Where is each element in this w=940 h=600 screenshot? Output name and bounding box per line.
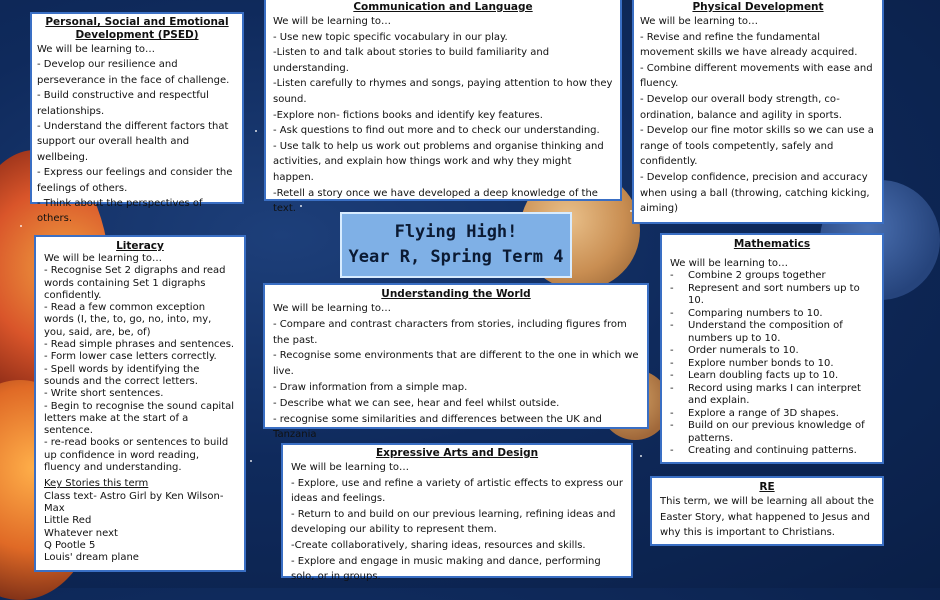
world-item: - Draw information from a simple map. — [273, 381, 468, 393]
communication-item: - Ask questions to find out more and to check our understanding. — [273, 125, 600, 137]
communication-item: -Listen carefully to rhymes and songs, paying attention to how they sound. — [273, 78, 613, 105]
literacy-intro: We will be learning to… — [44, 253, 163, 264]
key-story-item: Louis' dream plane — [44, 552, 139, 564]
communication-item: -Retell a story once we have developed a deep knowledge of the text. — [273, 187, 598, 215]
arts-panel — [281, 443, 633, 583]
key-story-item: Whatever next — [44, 527, 118, 539]
literacy-panel — [34, 235, 246, 572]
maths-item: - Learn doubling facts up to 10. — [670, 370, 874, 383]
maths-item: - Explore a range of 3D shapes. — [670, 408, 874, 421]
maths-item: - Creating and continuing patterns. — [670, 445, 874, 458]
maths-item: - Understand the composition of numbers up to 10. — [670, 320, 874, 345]
physical-item: - Develop our overall body strength, co-ordination, balance and agility in sports. — [640, 93, 842, 121]
psed-item: - Build constructive and respectful relationships. — [37, 90, 209, 117]
physical-item: - Develop confidence, precision and accuracy when using a ball (throwing, catching kicking, aiming) — [640, 171, 870, 215]
key-story-item: Little Red — [44, 515, 92, 527]
re-text: This term, we will be learning all about the Easter Story, what happened to Jesus and why this is important to Christians. — [660, 496, 874, 538]
physical-intro: We will be learning to… — [640, 16, 759, 27]
psed-panel — [30, 12, 244, 225]
arts-item: - Explore, use and refine a variety of artistic effects to express our ideas and feelings. — [291, 477, 623, 505]
maths-intro: We will be learning to… — [670, 258, 789, 269]
maths-item: - Comparing numbers to 10. — [670, 308, 874, 321]
re-panel — [650, 476, 884, 546]
physical-heading: Physical Development — [692, 1, 824, 13]
key-story-item: Q Pootle 5 — [44, 539, 96, 551]
title-banner — [340, 212, 572, 278]
world-heading: Understanding the World — [381, 288, 531, 300]
arts-item: - Return to and build on our previous learning, refining ideas and developing our ability to represent them. — [291, 508, 616, 536]
re-heading: RE — [759, 481, 775, 493]
psed-intro: We will be learning to… — [37, 44, 156, 55]
arts-item: -Create collaboratively, sharing ideas, resources and skills. — [291, 539, 586, 551]
communication-item: -Explore non- fictions books and identify key features. — [273, 109, 543, 121]
literacy-item: - Form lower case letters correctly. — [44, 351, 217, 363]
world-item: - recognise some similarities and differences between the UK and Tanzania — [273, 413, 602, 441]
world-intro: We will be learning to… — [273, 303, 392, 314]
title-line-2: Year R, Spring Term 4 — [348, 247, 564, 267]
literacy-item: - Write short sentences. — [44, 388, 164, 400]
psed-item: - Think about the perspectives of others. — [37, 198, 203, 225]
arts-item: - Explore and engage in music making and dance, performing solo, or in groups. — [291, 555, 601, 583]
literacy-item: - Read a few common exception words (I, the, to, go, no, into, my, you, said, are, be, of) — [44, 302, 212, 338]
physical-panel — [632, 0, 884, 224]
star-decoration — [20, 225, 22, 227]
title-line-1: Flying High! — [394, 222, 518, 242]
world-item: - Recognise some environments that are different to the one in which we live. — [273, 350, 639, 378]
star-decoration — [640, 455, 642, 457]
star-decoration — [250, 460, 252, 462]
arts-heading: Expressive Arts and Design — [375, 447, 539, 459]
physical-item: - Combine different movements with ease and fluency. — [640, 62, 873, 90]
literacy-item: - Begin to recognise the sound capital letters make at the start of a sentence. — [44, 400, 235, 437]
communication-heading: Communication and Language — [353, 1, 533, 13]
literacy-item: - re-read books or sentences to build up confidence in word reading, fluency and understanding. — [44, 437, 229, 474]
maths-item: - Build on our previous knowledge of patterns. — [670, 420, 874, 445]
maths-item: - Combine 2 groups together — [670, 270, 874, 283]
star-decoration — [255, 130, 257, 132]
world-panel — [263, 283, 649, 441]
arts-intro: We will be learning to… — [291, 462, 410, 473]
communication-item: - Use talk to help us work out problems and organise thinking and activities, and explain how things work and why they might happen. — [273, 140, 604, 183]
psed-item: - Express our feelings and consider the feelings of others. — [37, 167, 233, 194]
world-item: - Compare and contrast characters from stories, including figures from the past. — [273, 318, 627, 346]
communication-panel — [264, 0, 622, 215]
literacy-heading: Literacy — [116, 240, 164, 252]
key-story-item: Class text- Astro Girl by Ken Wilson-Max — [44, 490, 224, 514]
literacy-item: - Spell words by identifying the sounds and the correct letters. — [44, 363, 200, 387]
maths-item: - Order numerals to 10. — [670, 345, 874, 358]
world-item: - Describe what we can see, hear and feel whilst outside. — [273, 397, 560, 409]
psed-item: - Develop our resilience and perseverance in the face of challenge. — [37, 59, 230, 86]
psed-item: - Understand the different factors that support our overall health and wellbeing. — [37, 121, 229, 163]
literacy-item: - Read simple phrases and sentences. — [44, 339, 235, 351]
maths-item: - Represent and sort numbers up to 10. — [670, 283, 874, 308]
psed-heading: Personal, Social and Emotional Development (PSED) — [45, 16, 229, 41]
maths-panel — [660, 233, 884, 464]
key-stories-heading: Key Stories this term — [44, 478, 149, 490]
literacy-item: - Recognise Set 2 digraphs and read words containing Set 1 digraphs confidently. — [44, 265, 226, 301]
maths-heading: Mathematics — [733, 238, 811, 250]
communication-item: - Use new topic specific vocabulary in our play. — [273, 31, 508, 43]
physical-item: - Revise and refine the fundamental movement skills we have already acquired. — [640, 31, 858, 59]
communication-intro: We will be learning to… — [273, 16, 392, 27]
maths-item: - Record using marks I can interpret and explain. — [670, 383, 874, 408]
physical-item: - Develop our fine motor skills so we can use a range of tools competently, safely and confidently. — [640, 125, 874, 168]
communication-item: -Listen to and talk about stories to build familiarity and understanding. — [273, 47, 550, 74]
maths-item: - Explore number bonds to 10. — [670, 358, 874, 371]
